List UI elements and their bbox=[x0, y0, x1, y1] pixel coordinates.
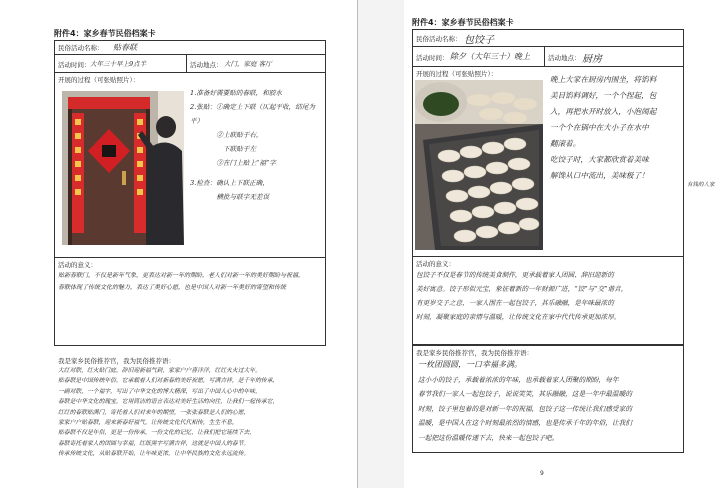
left-time-value: 大年三十早上9点半 bbox=[90, 60, 147, 68]
right-meaning-text: 包饺子不仅是春节的传统美食制作，更承载着家人团圆、辞旧迎新的 美好寓意。饺子形似元宝，象征着新的一年财源广进，“饺”与“交”谐音， 有更岁交子之意，一家人围在一起包饺子，其乐融融，是年味最浓的 时刻，凝聚家庭的亲情与温暖，让传统文化在家中代代传承更加浓厚。 bbox=[416, 271, 628, 321]
right-place-label: 活动地点： bbox=[548, 54, 581, 62]
left-process-label: 开展的过程（可张贴照片）： bbox=[58, 76, 140, 84]
left-place-label: 活动地点： bbox=[190, 61, 223, 69]
right-recommend-label: 我是家乡民俗推荐官，我为民俗推荐语： bbox=[416, 349, 533, 357]
right-process-text: 晚上大家在厨房内围坐，将馅料 美目馅料调好，一个个捏起，包 入，再把水开时放入，小泡闹起 一个个在锅中在大小子在水中 翻滚着。 吃饺子时，大家都欣赏着美味 解馋从口中流出，美味极了！ bbox=[550, 75, 657, 180]
right-attachment-title: 附件4：家乡春节民俗档案卡 bbox=[412, 18, 514, 27]
left-recommend-label: 我是家乡民俗推荐官，我为民俗推荐语： bbox=[58, 357, 175, 365]
left-meaning-text: 贴新春联门，不仅是新年气象，更表达对新一年的期盼，老人们对新一年的美好期盼与祝福， 春联体现了传统文化的魅力，表达了美好心愿，也是中国人对新一年美好的寄望和传统 bbox=[58, 272, 305, 291]
left-process-steps: 1.准备好需要贴的春联，和胶水 2.张贴：①确定上下联（仄起平收，结尾为平） ②上联贴于右， 下联贴于左 ③在门上贴上“福”字 3.检查：确认上下联正确， 横批与联字无差误 bbox=[190, 89, 315, 201]
left-name-value: 贴春联 bbox=[113, 43, 137, 52]
door-couplet-illustration bbox=[62, 91, 184, 245]
book-gutter bbox=[358, 0, 404, 488]
right-place-value: 厨房 bbox=[582, 54, 602, 65]
right-time-label: 活动时间： bbox=[416, 54, 449, 62]
dumplings-photo bbox=[415, 80, 543, 250]
left-page bbox=[0, 0, 358, 488]
door-couplet-photo bbox=[62, 91, 184, 245]
dumplings-illustration bbox=[415, 80, 543, 250]
right-name-label: 民俗活动名称： bbox=[416, 35, 462, 43]
right-meaning-label: 活动的意义： bbox=[416, 260, 455, 268]
left-name-label: 民俗活动名称： bbox=[58, 44, 104, 52]
page-number: 9 bbox=[540, 470, 544, 477]
right-margin-note: 有钱的人家 bbox=[687, 182, 715, 188]
right-recommend-text: 一枚团圆圆，一口幸福多满。 这小小的饺子，承载着浓浓的年味，也承载着家人团聚的期盼，每年 春节我们一家人一起包饺子，说说笑笑，其乐融融，这是一年中最温暖的 时刻，饺子里包着的是对新一年的祝福，包饺子这一传统让我们感受家的 温暖，是中国人在这个时刻最浓烈的情感，也是传承千年的年俗，让我们 一起把这份温暖传递下去，快来一起包饺子吧。 bbox=[418, 360, 632, 442]
left-recommend-text: 大红对联，红火贴门庭，辞旧迎新福气到，家家户户喜洋洋，红红火火过大年。 贴春联是中国传统年俗，它承载着人们对新春的美好祝愿，写满吉祥，是千年的传承， 一副对联，一个福字，写出了中华文化的博大精深，写出了中国人心中的年味， 春联是中华文化的瑰宝，它用简洁的语言表达对美好生活的向往，让我们一起传承它， 红红的春联贴满门，寄托着人们对来年的期望，一张张春联是人们的心愿， 家家户户贴春联，迎来新春好福气，让传统文化代代相传，生生不息， 贴春联不仅是年俗，更是一份传承，一份文化的记忆，让我们把它延续下去， 春联寄托着家人的团圆与幸福，红纸黑字写满吉祥，这就是中国人的春节。 传承传统文化，从贴春联开始，让年味更浓，让中华民族的文化永远流传。 bbox=[58, 368, 279, 458]
right-process-label: 开展的过程（可张贴照片）： bbox=[416, 70, 498, 78]
left-time-label: 活动时间： bbox=[58, 61, 91, 69]
right-time-value: 除夕（大年三十）晚上 bbox=[450, 52, 530, 61]
right-name-value: 包饺子 bbox=[464, 35, 494, 46]
left-meaning-label: 活动的意义： bbox=[58, 261, 97, 269]
left-attachment-title: 附件4：家乡春节民俗档案卡 bbox=[54, 29, 156, 38]
left-place-value: 大门，家庭 客厅 bbox=[224, 60, 272, 68]
